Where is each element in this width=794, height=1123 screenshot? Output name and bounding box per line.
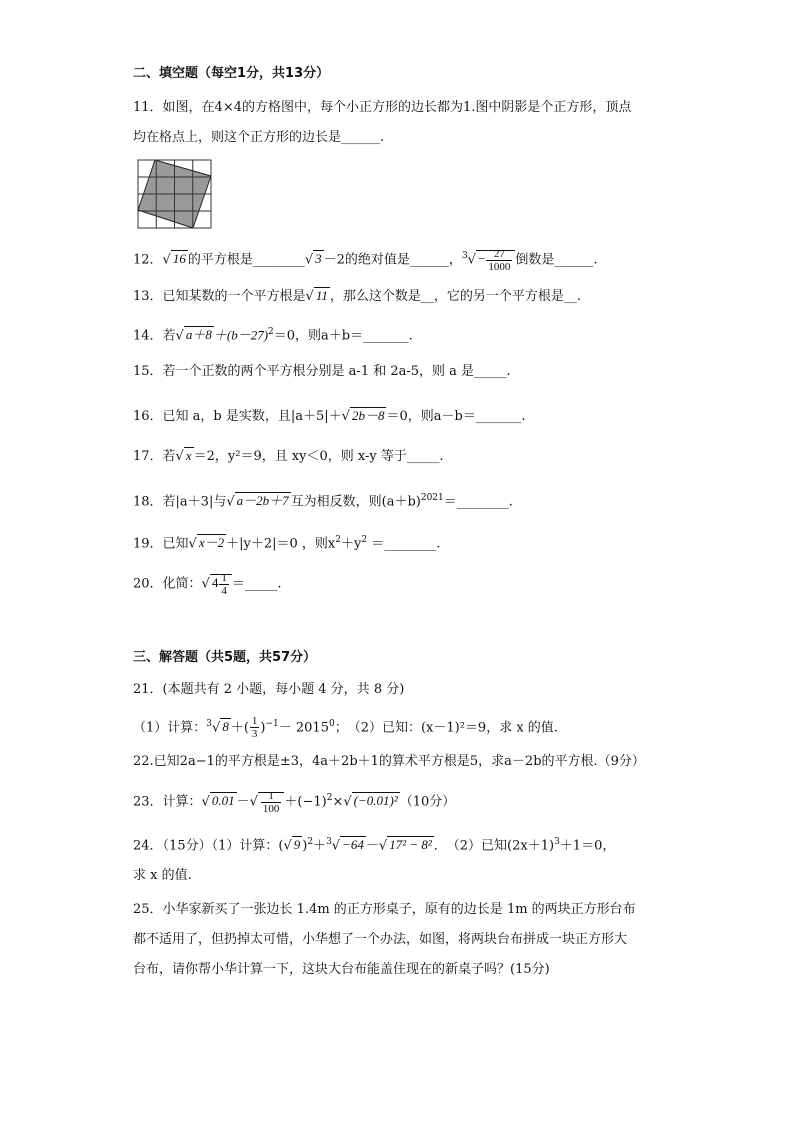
q19: 19．已知√ x－2 ＋|y＋2|＝0 ，则$x^2+y^2$ ＝________. [133,535,441,552]
q15: 15．若一个正数的两个平方根分别是 a-1 和 2a-5，则 a 是_____. [133,364,511,379]
q13: 13．已知某数的一个平方根是√ 11 ，那么这个数是__，它的另一个平方根是__. [133,288,582,304]
q25-line3: 台布，请你帮小华计算一下，这块大台布能盖住现在的新桌子吗？(15分) [133,962,550,977]
q17: 17．若√ x ＝2，y²＝9，且 xy＜0，则 x-y 等于_____. [133,448,444,464]
q11-line2: 均在格点上，则这个正方形的边长是______. [133,130,385,145]
q21-line2: （1）计算：$^3$√ 8 ＋( $\frac{1}{3}$ )$^{-1}- 2015^0$； （2）已知：(x－1)²＝9，求 x 的值. [133,715,558,741]
q11-line1: 11．如图，在4×4的方格图中，每个小正方形的边长都为1.图中阴影是个正方形，顶点 [133,100,632,115]
grid-figure [137,158,213,230]
section3-title: 三、解答题（共5题，共57分） [133,650,317,665]
q12: 12．√ 16 的平方根是________√ 3 －2的绝对值是______，$^3$√ − $\frac{27}{1000}$ 倒数是______. [133,247,598,273]
q25-line1: 25．小华家新买了一张边长 1.4m 的正方形桌子，原有的边长是 1m 的两块正方形台布 [133,902,636,917]
q24-line1: 24．（15分）（1）计算：(√ 9 )$^2$＋$^3$√ −64 －√ 17² − 8² ． （2）已知$(2x+1)^3+1=0$， [133,837,616,854]
q24-line2: 求 x 的值. [133,868,192,883]
q23: 23．计算：√ 0.01 －√ $\frac{1}{100}$ $+(-1)^2\times√$ (−0.01)² （10分） [133,789,456,815]
q16: 16．已知 a，b 是实数，且|a＋5|＋√ 2b－8 ＝0，则a－b＝_______. [133,408,526,424]
q14: 14．若√ $a+8 +(b-27)^2=0$，则a＋b＝_______. [133,327,413,344]
q22: 22.已知2a−1的平方根是±3，4a＋2b＋1的算术平方根是5，求a－2b的平方根.（9分） [133,754,645,769]
q20: 20．化简：√ 4 $\frac{1}{4}$ ＝_____. [133,572,282,597]
section2-title: 二、填空题（每空1分，共13分） [133,66,330,81]
q18: 18．若|a＋3|与√ a－2b＋7 互为相反数，则$(a+b)^{2021}=\_\_\_\_\_\_\_\_$. [133,493,513,510]
q21-line1: 21．(本题共有 2 小题，每小题 4 分，共 8 分) [133,682,405,697]
grid-lines [138,160,211,228]
q25-line2: 都不适用了，但扔掉太可惜，小华想了一个办法，如图，将两块台布拼成一块正方形大 [133,932,628,947]
